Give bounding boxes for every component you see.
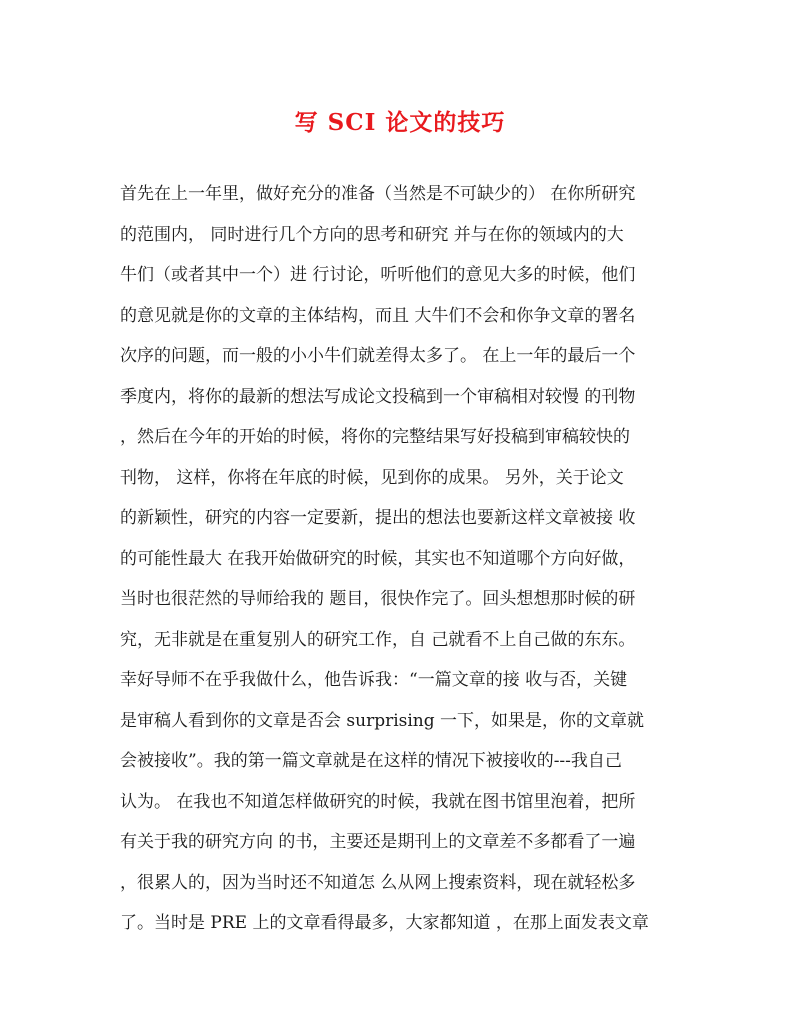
document-body: [120, 174, 680, 944]
body-line: 会被接收”。我的第一篇文章就是在这样的情况下被接收的---我自己: [120, 751, 622, 771]
body-line: 的范围内， 同时进行几个方向的思考和研究 并与在你的领域内的大: [120, 224, 624, 245]
body-line: 幸好导师不在乎我做什么，他告诉我：“一篇文章的接 收与否，关键: [120, 670, 628, 690]
body-line: 季度内，将你的最新的想法写成论文投稿到一个审稿相对较慢 的刊物: [120, 386, 636, 407]
body-line: 当时也很茫然的导师给我的 题目，很快作完了。回头想想那时候的研: [120, 589, 636, 609]
body-line: 究，无非就是在重复别人的研究工作，自 己就看不上自己做的东东。: [120, 629, 636, 650]
body-line: 次序的问题，而一般的小小牛们就差得太多了。 在上一年的最后一个: [120, 346, 636, 366]
body-line: ，很累人的，因为当时还不知道怎 么从网上搜索资料，现在就轻松多: [120, 872, 636, 893]
body-line: 认为。 在我也不知道怎样做研究的时候，我就在图书馆里泡着，把所: [120, 791, 636, 812]
body-line: 是审稿人看到你的文章是否会 surprising 一下，如果是，你的文章就: [120, 710, 645, 731]
body-line: 了。当时是 PRE 上的文章看得最多，大家都知道 ，在那上面发表文章: [120, 913, 649, 933]
body-line: 的可能性最大 在我开始做研究的时候，其实也不知道哪个方向好做，: [120, 548, 636, 569]
body-line: 有关于我的研究方向 的书，主要还是期刊上的文章差不多都看了一遍: [120, 832, 636, 852]
body-line: 刊物， 这样，你将在年底的时候，见到你的成果。 另外，关于论文: [120, 467, 624, 488]
body-line: 的意见就是你的文章的主体结构，而且 大牛们不会和你争文章的署名: [120, 305, 636, 326]
body-line: 首先在上一年里，做好充分的准备（当然是不可缺少的） 在你所研究: [120, 184, 636, 204]
page-title: 写 SCI 论文的技巧: [294, 109, 506, 136]
body-line: 的新颖性，研究的内容一定要新，提出的想法也要新这样文章被接 收: [120, 508, 636, 528]
body-line: ，然后在今年的开始的时候，将你的完整结果写好投稿到审稿较快的: [120, 427, 630, 447]
body-line: 牛们（或者其中一个）进 行讨论，听听他们的意见大多的时候，他们: [120, 265, 636, 285]
